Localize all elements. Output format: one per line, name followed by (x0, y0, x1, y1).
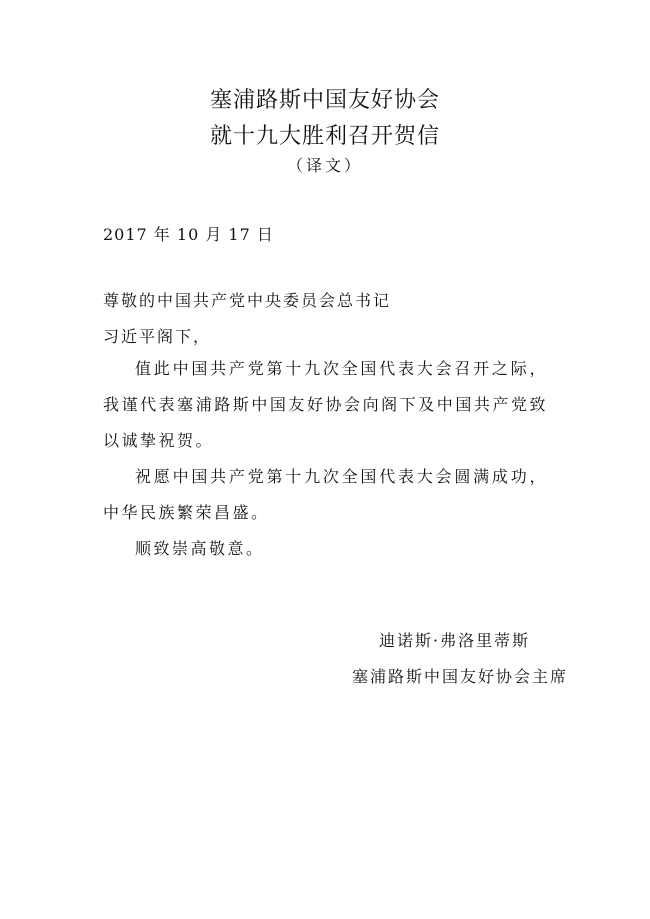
translation-note: （译文） (286, 156, 363, 175)
recipient-title: 尊敬的中国共产党中央委员会总书记 (103, 291, 392, 310)
signature-name: 迪诺斯·弗洛里蒂斯 (379, 631, 531, 650)
letter-title-line-1: 塞浦路斯中国友好协会 (209, 88, 440, 113)
recipient-name: 习近平阁下， (103, 327, 212, 346)
signature-title: 塞浦路斯中国友好协会主席 (352, 667, 569, 686)
letter-date: 2017 年 10 月 17 日 (103, 225, 274, 244)
letter-title-line-2: 就十九大胜利召开贺信 (209, 124, 440, 149)
body-paragraph-closing: 顺致崇高敬意。 (135, 539, 265, 558)
body-paragraph-congratulations: 值此中国共产党第十九次全国代表大会召开之际，我谨代表塞浦路斯中国友好协会向阁下及中国共产党致以诚挚祝贺。 (103, 359, 548, 450)
body-paragraph-wishes: 祝愿中国共产党第十九次全国代表大会圆满成功，中华民族繁荣昌盛。 (103, 467, 548, 522)
